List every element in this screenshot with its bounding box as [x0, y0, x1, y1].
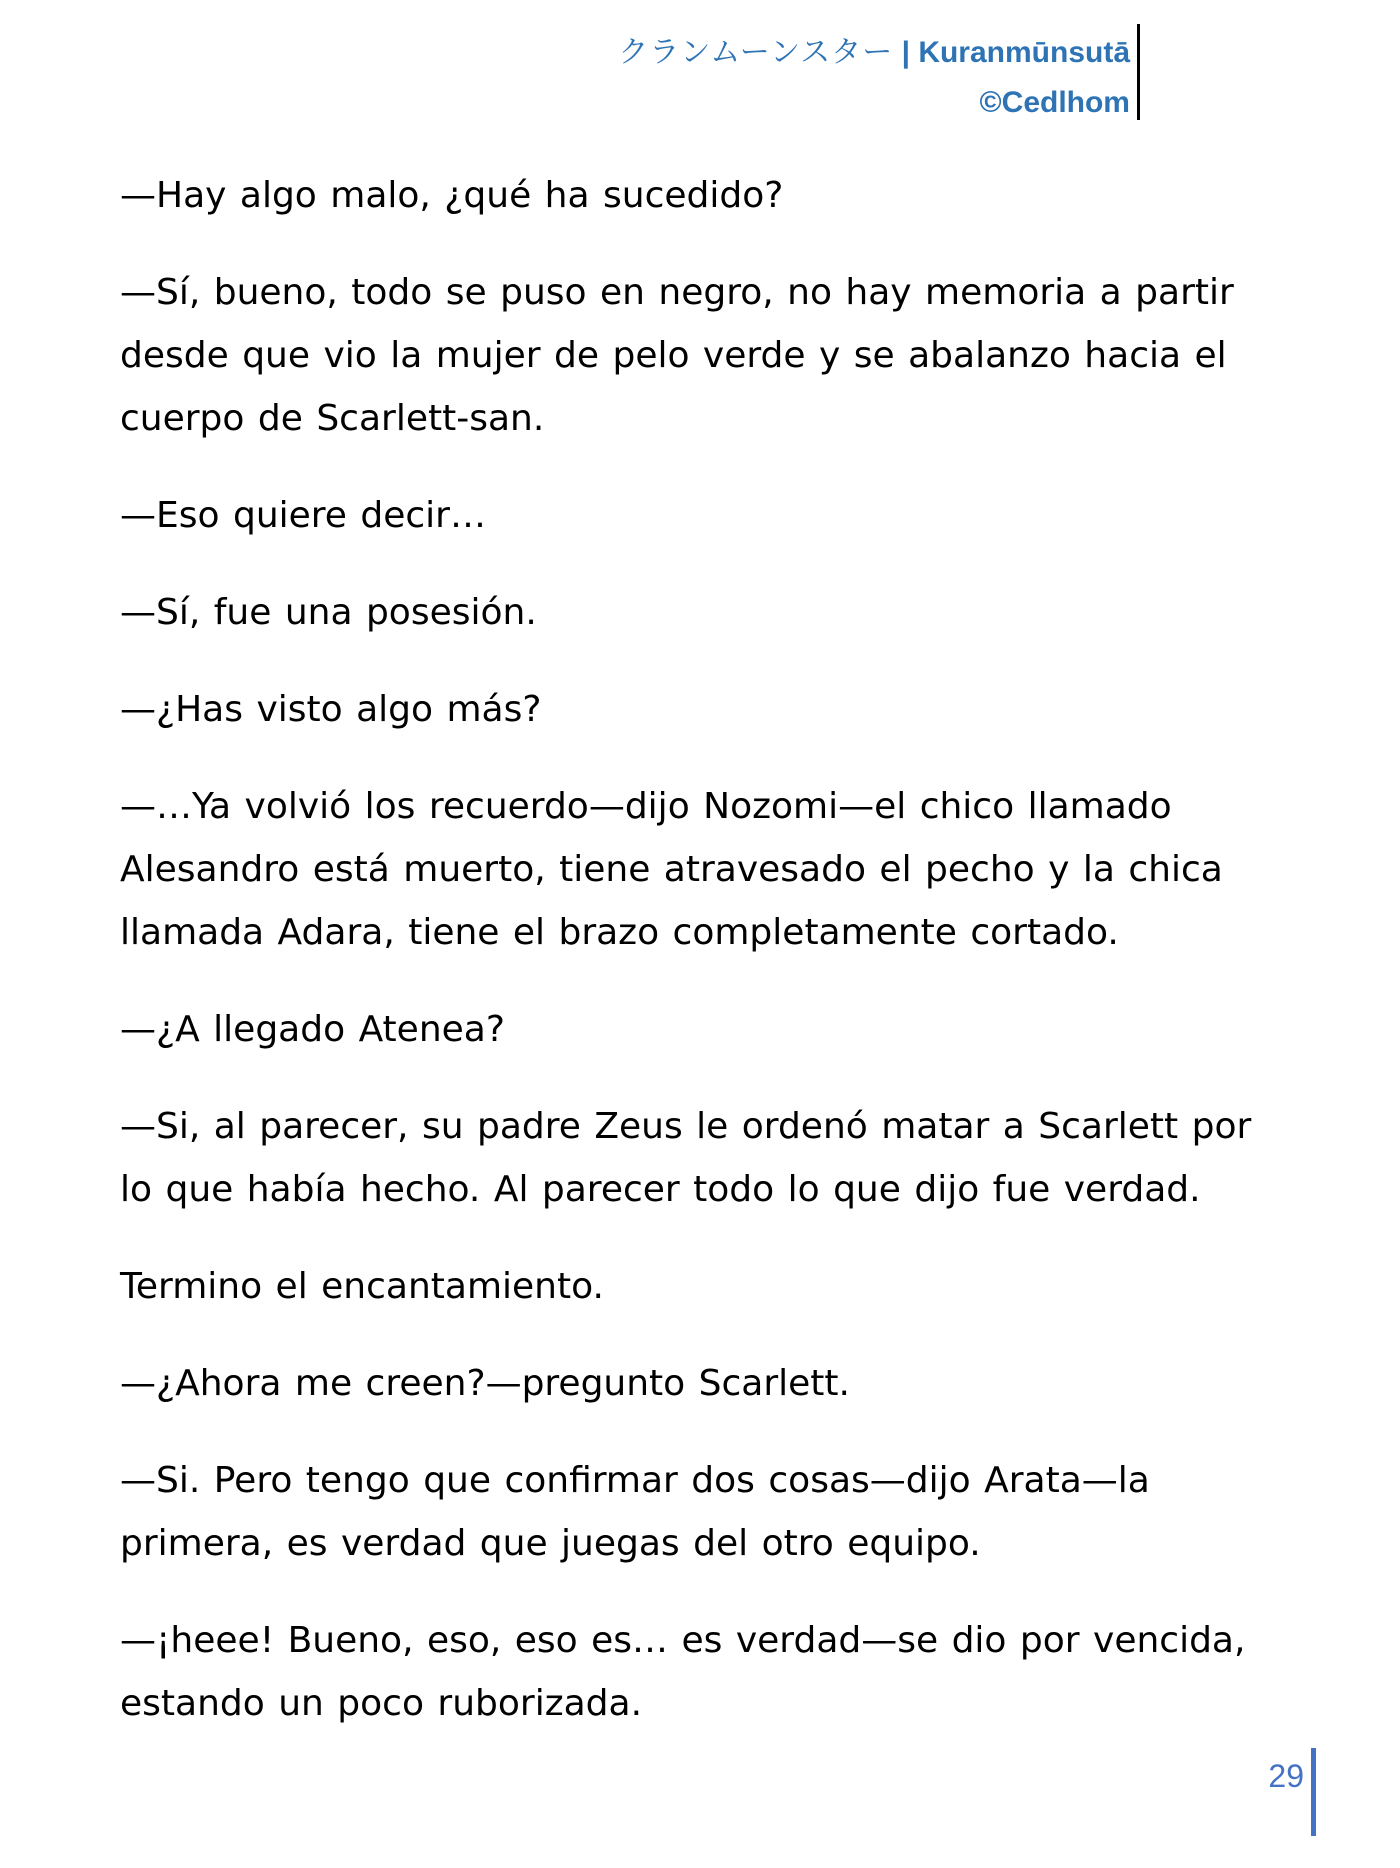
paragraph: —¿Has visto algo más? — [120, 689, 542, 730]
header-copyright: ©Cedlhom — [979, 86, 1130, 119]
header-title-japanese: クランムーンスター — [618, 36, 894, 69]
paragraph: —¿A llegado Atenea? — [120, 1009, 505, 1050]
header-divider — [1137, 24, 1140, 120]
paragraph: —Hay algo malo, ¿qué ha sucedido? — [120, 175, 784, 216]
footer-divider — [1311, 1748, 1316, 1836]
header-separator: | — [901, 36, 910, 69]
paragraph: —¿Ahora me creen?—pregunto Scarlett. — [120, 1363, 850, 1404]
page-number: 29 — [1268, 1758, 1304, 1794]
paragraph: —Eso quiere decir… — [120, 495, 486, 536]
paragraph: —Sí, bueno, todo se puso en negro, no hay memoria a partir desde que vio la mujer de pelo verde y se abalanzo hacia el cuerpo de Scarlett-san. — [120, 272, 1234, 439]
paragraph: —Sí, fue una posesión. — [120, 592, 537, 633]
paragraph: —¡heee! Bueno, eso, eso es… es verdad—se dio por vencida, estando un poco ruborizada. — [120, 1620, 1246, 1724]
header-title-romaji: Kuranmūnsutā — [918, 36, 1130, 69]
header-title-line — [618, 28, 1130, 78]
page-header — [618, 28, 1130, 128]
page-body — [120, 164, 1280, 1769]
paragraph: Termino el encantamiento. — [120, 1266, 604, 1307]
paragraph: —…Ya volvió los recuerdo—dijo Nozomi—el chico llamado Alesandro está muerto, tiene atravesado el pecho y la chica llamada Adara, tiene el brazo completamente cortado. — [120, 786, 1223, 953]
paragraph: —Si, al parecer, su padre Zeus le ordenó matar a Scarlett por lo que había hecho. Al parecer todo lo que dijo fue verdad. — [120, 1106, 1252, 1210]
paragraph: —Si. Pero tengo que confirmar dos cosas—dijo Arata—la primera, es verdad que juegas del otro equipo. — [120, 1460, 1150, 1564]
